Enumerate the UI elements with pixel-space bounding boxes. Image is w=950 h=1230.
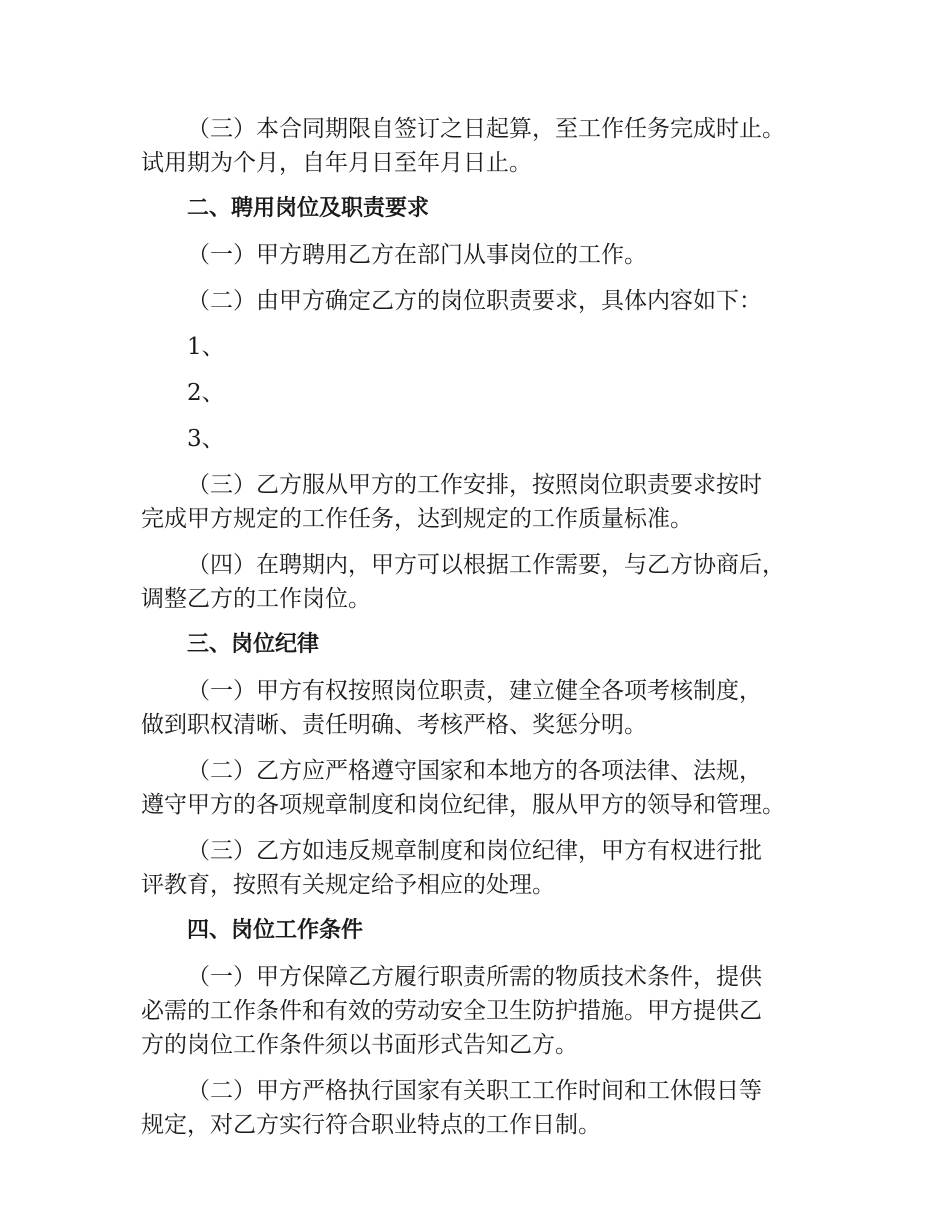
paragraph-working-hours [141, 1074, 821, 1142]
text-line: （三）乙方如违反规章制度和岗位纪律，甲方有权进行批 [187, 838, 762, 864]
text-line: （一）甲方聘用乙方在部门从事岗位的工作。 [187, 242, 647, 268]
paragraph-contract-term [141, 112, 821, 180]
text-line: 做到职权清晰、责任明确、考核严格、奖惩分明。 [141, 712, 647, 738]
text-line: （一）甲方有权按照岗位职责，建立健全各项考核制度， [187, 678, 762, 704]
list-item: 1、 [187, 334, 225, 360]
text-line: 规定，对乙方实行符合职业特点的工作日制。 [141, 1112, 601, 1138]
list-item: 3、 [187, 426, 225, 452]
paragraph-comply-laws [141, 754, 821, 822]
text-line: 方的岗位工作条件须以书面形式告知乙方。 [141, 1032, 578, 1058]
text-line: 试用期为个月，自年月日至年月日止。 [141, 150, 532, 176]
paragraph-duties-intro [141, 284, 821, 318]
text-line: （一）甲方保障乙方履行职责所需的物质技术条件，提供 [187, 964, 762, 990]
text-line: （四）在聘期内，甲方可以根据工作需要，与乙方协商后， [187, 552, 785, 578]
paragraph-obey-arrangement [141, 468, 821, 536]
text-line: 完成甲方规定的工作任务，达到规定的工作质量标准。 [141, 506, 693, 532]
text-line: 遵守甲方的各项规章制度和岗位纪律，服从甲方的领导和管理。 [141, 792, 785, 818]
text-line: （二）由甲方确定乙方的岗位职责要求，具体内容如下： [187, 288, 762, 314]
section-heading-4: 四、岗位工作条件 [187, 918, 364, 943]
section-heading-3: 三、岗位纪律 [187, 632, 320, 657]
paragraph-violation [141, 834, 821, 902]
document-body [141, 112, 821, 1154]
text-line: （二）乙方应严格遵守国家和本地方的各项法律、法规， [187, 758, 762, 784]
text-line: 调整乙方的工作岗位。 [141, 586, 371, 612]
text-line: （三）本合同期限自签订之日起算，至工作任务完成时止。 [187, 116, 785, 142]
section-heading-2: 二、聘用岗位及职责要求 [187, 196, 430, 221]
text-line: 评教育，按照有关规定给予相应的处理。 [141, 872, 555, 898]
paragraph-position [141, 238, 821, 272]
paragraph-adjust-position [141, 548, 821, 616]
text-line: （二）甲方严格执行国家有关职工工作时间和工休假日等 [187, 1078, 762, 1104]
list-item: 2、 [187, 380, 225, 406]
text-line: （三）乙方服从甲方的工作安排，按照岗位职责要求按时 [187, 472, 762, 498]
paragraph-assessment-system [141, 674, 821, 742]
paragraph-work-conditions [141, 960, 821, 1062]
text-line: 必需的工作条件和有效的劳动安全卫生防护措施。甲方提供乙 [141, 998, 762, 1024]
